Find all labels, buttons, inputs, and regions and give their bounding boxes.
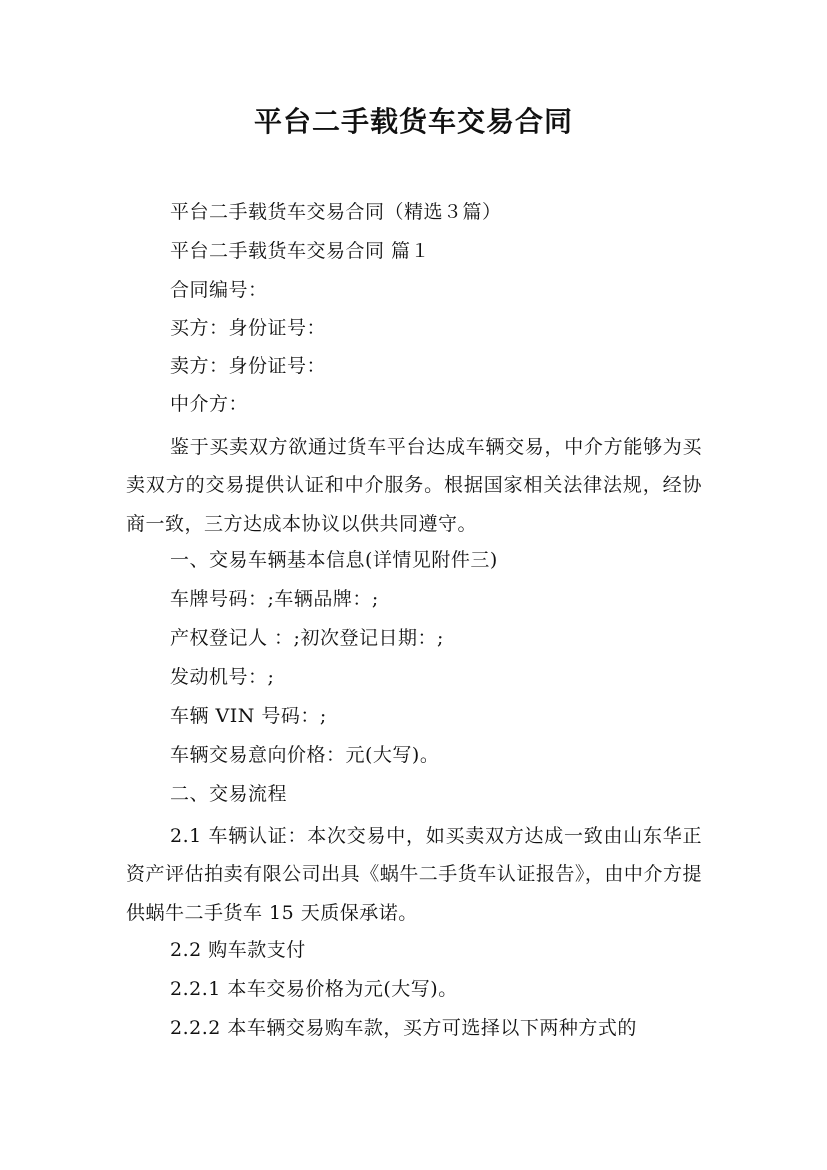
clause-2-1-paragraph: 2.1 车辆认证：本次交易中，如买卖双方达成一致由山东华正资产评估拍卖有限公司出具《蜗牛二手货车认证报告》，由中介方提供蜗牛二手货车 15 天质保承诺。 — [126, 825, 702, 924]
owner-date-line: 产权登记人 ：;初次登记日期：; — [170, 627, 444, 649]
contract-number-line: 合同编号： — [170, 279, 268, 301]
clause-2-2-1-line: 2.2.1 本车交易价格为元(大写)。 — [170, 978, 458, 1000]
intermediary-line: 中介方： — [170, 393, 249, 415]
document-subtitle: 平台二手载货车交易合同（精选３篇） — [170, 201, 502, 223]
section-one-title: 一、交易车辆基本信息(详情见附件三) — [170, 549, 498, 571]
engine-number-line: 发动机号：; — [170, 666, 275, 688]
vin-number-line: 车辆 VIN 号码：; — [170, 705, 327, 727]
intended-price-line: 车辆交易意向价格：元(大写)。 — [170, 744, 440, 766]
buyer-line: 买方：身份证号： — [170, 317, 327, 339]
clause-2-2-line: 2.2 购车款支付 — [170, 939, 306, 961]
clause-2-2-2-line: 2.2.2 本车辆交易购车款，买方可选择以下两种方式的 — [170, 1017, 637, 1039]
document-title: 平台二手载货车交易合同 — [253, 105, 573, 138]
section-heading: 平台二手载货车交易合同 篇１ — [170, 240, 431, 262]
seller-line: 卖方：身份证号： — [170, 355, 327, 377]
intro-paragraph: 鉴于买卖双方欲通过货车平台达成车辆交易，中介方能够为买卖双方的交易提供认证和中介服务。根据国家相关法律法规，经协商一致，三方达成本协议以供共同遵守。 — [126, 436, 702, 535]
plate-brand-line: 车牌号码：;车辆品牌：; — [170, 588, 379, 610]
section-two-title: 二、交易流程 — [170, 783, 288, 805]
